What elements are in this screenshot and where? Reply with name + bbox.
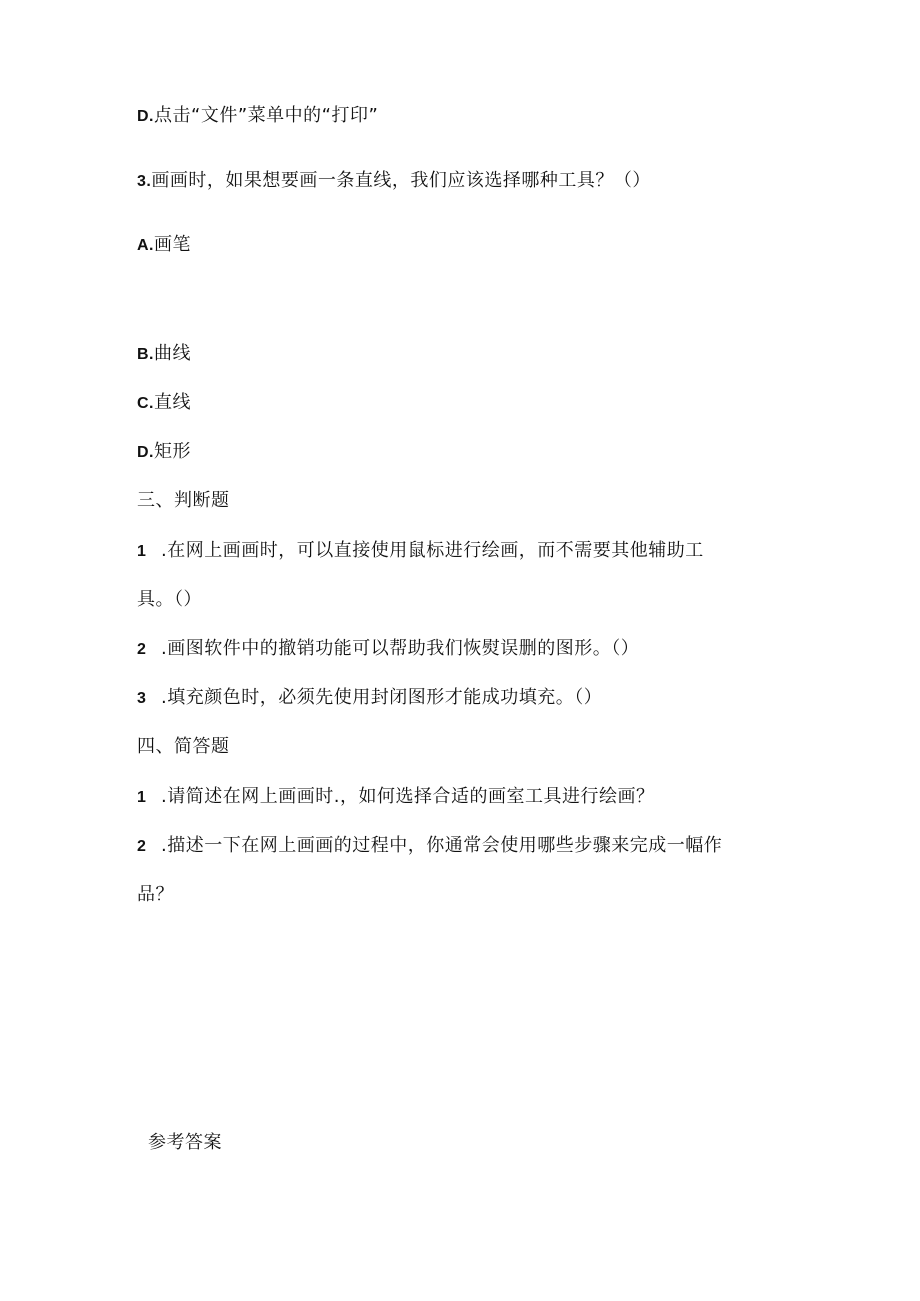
item-number: 2 [137, 641, 147, 658]
option-text: 曲线 [154, 343, 191, 364]
short-answer-1 [137, 785, 654, 810]
section-title-true-false: 三、判断题 [137, 490, 230, 511]
option-text: 画笔 [154, 234, 191, 255]
q2-option-d [137, 104, 378, 129]
true-false-1-continued: 具。（） [137, 589, 202, 610]
item-text: .描述一下在网上画画的过程中，你通常会使用哪些步骤来完成一幅作 [161, 835, 723, 856]
answers-title: 参考答案 [148, 1132, 222, 1153]
option-label: D. [137, 108, 154, 125]
item-number: 1 [137, 789, 147, 806]
option-label: D. [137, 444, 154, 461]
item-text: .填充颜色时，必须先使用封闭图形才能成功填充。（） [161, 687, 603, 708]
item-text: .在网上画画时，可以直接使用鼠标进行绘画，而不需要其他辅助工 [161, 540, 704, 561]
option-label: C. [137, 395, 154, 412]
item-text: .请简述在网上画画时.，如何选择合适的画室工具进行绘画？ [161, 786, 655, 807]
item-number: 3 [137, 690, 147, 707]
q3-option-d [137, 440, 191, 465]
question-number: 3. [137, 173, 152, 190]
option-label: A. [137, 237, 154, 254]
q3-option-b [137, 342, 191, 367]
short-answer-2-continued: 品？ [137, 884, 174, 905]
option-text: 点击“文件”菜单中的“打印” [154, 105, 379, 126]
true-false-1 [137, 539, 704, 564]
item-text: .画图软件中的撤销功能可以帮助我们恢熨误删的图形。（） [161, 638, 640, 659]
option-text: 矩形 [154, 441, 191, 462]
option-text: 直线 [154, 392, 191, 413]
question-3 [137, 169, 651, 194]
true-false-3 [137, 686, 602, 711]
item-number: 2 [137, 838, 147, 855]
option-label: B. [137, 346, 154, 363]
short-answer-2 [137, 834, 722, 859]
question-text: 画画时，如果想要画一条直线，我们应该选择哪种工具？（） [151, 170, 651, 191]
item-number: 1 [137, 543, 147, 560]
section-title-short-answer: 四、简答题 [137, 736, 230, 757]
q3-option-c [137, 391, 191, 416]
q3-option-a [137, 233, 191, 258]
true-false-2 [137, 637, 639, 662]
